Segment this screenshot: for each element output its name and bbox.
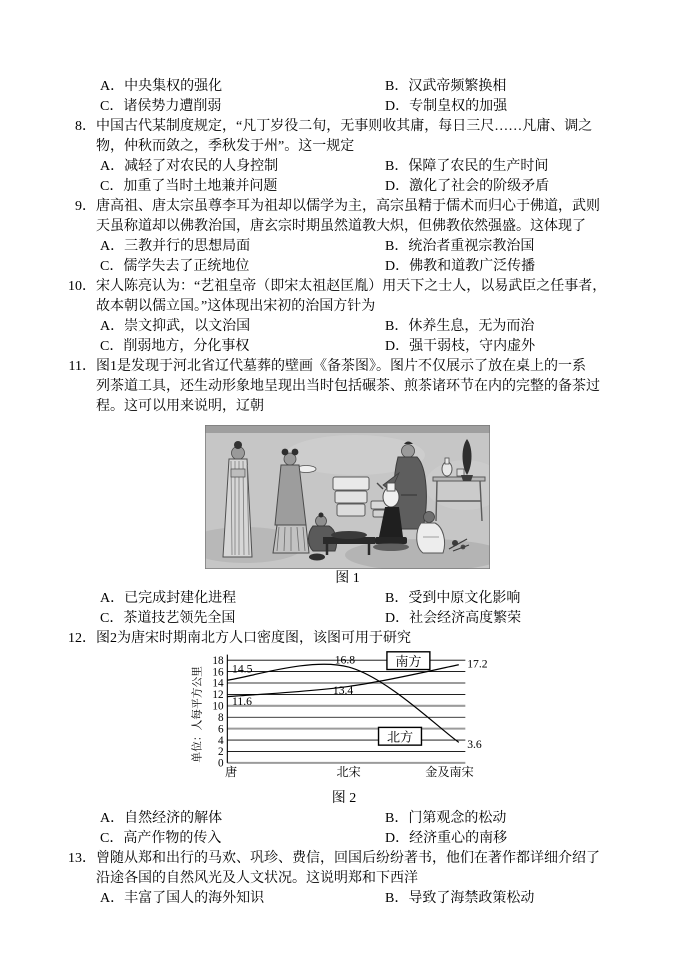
- option-b: B．导致了海禁政策松动: [385, 891, 535, 906]
- stem-line: 故本朝以儒立国。”这体现出宋初的治国方针为: [96, 299, 376, 314]
- option-a: A．三教并行的思想局面: [100, 239, 251, 254]
- stem-line: 沿途各国的自然风光及人文状况。这说明郑和下西洋: [96, 871, 418, 886]
- tea-preparation-mural: [205, 425, 490, 569]
- svg-text:6: 6: [218, 723, 224, 736]
- stem-line: 程。这可以用来说明，辽朝: [96, 399, 264, 414]
- option-d: D．社会经济高度繁荣: [385, 611, 522, 626]
- option-c: C．诸侯势力遭削弱: [100, 99, 222, 114]
- option-b: B．休养生息，无为而治: [385, 319, 535, 334]
- option-b: B．汉武帝频繁换相: [385, 79, 507, 94]
- option-d: D．佛教和道教广泛传播: [385, 259, 536, 274]
- svg-text:0: 0: [218, 757, 224, 770]
- svg-text:南方: 南方: [395, 653, 422, 669]
- question-13: [60, 849, 638, 909]
- option-d: D．强干弱枝，守内虚外: [385, 339, 536, 354]
- question-number: 12．: [68, 631, 96, 646]
- svg-text:金及南宋: 金及南宋: [425, 764, 474, 779]
- option-c: C．削弱地方，分化事权: [100, 339, 250, 354]
- figure-2-caption: 图 2: [331, 791, 357, 806]
- option-d: D．专制皇权的加强: [385, 99, 508, 114]
- option-c: C．茶道技艺领先全国: [100, 611, 236, 626]
- option-a: A．已完成封建化进程: [100, 591, 237, 606]
- svg-text:单位：人每平方公里: 单位：人每平方公里: [191, 666, 204, 763]
- stem-line: 宋人陈亮认为：“艺祖皇帝（即宋太祖赵匡胤）用天下之士人，以易武臣之任事者，: [96, 279, 607, 294]
- stem-line: 图2为唐宋时期南北方人口密度图，该图可用于研究: [96, 631, 411, 646]
- svg-text:14: 14: [212, 677, 224, 690]
- option-c: C．加重了当时土地兼并问题: [100, 179, 278, 194]
- option-a: A．丰富了国人的海外知识: [100, 891, 265, 906]
- stem-line: 中国古代某制度规定，“凡丁岁役二旬，无事则收其庸，每日三尺……凡庸、调之: [96, 119, 593, 134]
- option-c: C．高产作物的传入: [100, 831, 222, 846]
- option-c: C．儒学失去了正统地位: [100, 259, 250, 274]
- svg-text:11.6: 11.6: [232, 695, 252, 709]
- question-9: [60, 197, 638, 277]
- option-b: B．统治者重视宗教治国: [385, 239, 535, 254]
- stem-line: 天虽称道却以佛教治国，唐玄宗时期虽然道教大炽，但佛教依然强盛。这体现了: [96, 219, 586, 234]
- stem-line: 唐高祖、唐太宗虽尊李耳为祖却以儒学为主，高宗虽精于儒术而归心于佛道，武则: [96, 199, 600, 214]
- svg-text:13.4: 13.4: [332, 683, 354, 697]
- svg-text:18: 18: [212, 654, 224, 667]
- svg-text:10: 10: [212, 700, 224, 713]
- option-a: A．自然经济的解体: [100, 811, 223, 826]
- option-d: D．经济重心的南移: [385, 831, 508, 846]
- svg-text:14.5: 14.5: [232, 662, 253, 676]
- figure-1-wrap: [205, 425, 490, 589]
- svg-text:4: 4: [218, 734, 224, 747]
- stem-line: 物，仲秋而敛之，季秋发于州”。这一规定: [96, 139, 355, 154]
- svg-text:北宋: 北宋: [336, 764, 361, 779]
- svg-text:16: 16: [212, 666, 224, 679]
- svg-text:12: 12: [212, 689, 224, 702]
- svg-text:2: 2: [218, 746, 224, 759]
- question-number: 13．: [68, 851, 96, 866]
- svg-text:3.6: 3.6: [467, 737, 482, 751]
- svg-text:16.8: 16.8: [334, 653, 356, 667]
- option-d: D．激化了社会的阶级矛盾: [385, 179, 550, 194]
- stem-line: 列茶道工具，还生动形象地呈现出当时包括碾茶、煎茶诸环节在内的完整的备茶过: [96, 379, 600, 394]
- question-12: [60, 629, 638, 849]
- question-7-partial: [60, 77, 638, 117]
- option-b: B．受到中原文化影响: [385, 591, 521, 606]
- question-number: 9．: [75, 199, 96, 214]
- figure-2-wrap: [190, 649, 498, 809]
- question-11: [60, 357, 638, 629]
- question-number: 8．: [75, 119, 96, 134]
- stem-line: 图1是发现于河北省辽代墓葬的壁画《备茶图》。图片不仅展示了放在桌上的一系: [96, 359, 586, 374]
- question-10: [60, 277, 638, 357]
- option-b: B．门第观念的松动: [385, 811, 507, 826]
- stem-line: 曾随从郑和出行的马欢、巩珍、费信，回国后纷纷著书，他们在著作都详细介绍了: [96, 851, 600, 866]
- question-number: 11．: [68, 359, 96, 374]
- option-a: A．崇文抑武，以文治国: [100, 319, 251, 334]
- svg-text:17.2: 17.2: [467, 657, 488, 671]
- svg-text:北方: 北方: [386, 729, 414, 745]
- svg-text:8: 8: [218, 711, 224, 724]
- population-density-chart: [190, 649, 498, 789]
- option-a: A．中央集权的强化: [100, 79, 223, 94]
- svg-text:唐: 唐: [224, 764, 238, 779]
- figure-1-caption: 图 1: [335, 571, 360, 586]
- question-number: 10．: [68, 279, 96, 294]
- question-8: [60, 117, 638, 197]
- option-a: A．减轻了对农民的人身控制: [100, 159, 279, 174]
- option-b: B．保障了农民的生产时间: [385, 159, 549, 174]
